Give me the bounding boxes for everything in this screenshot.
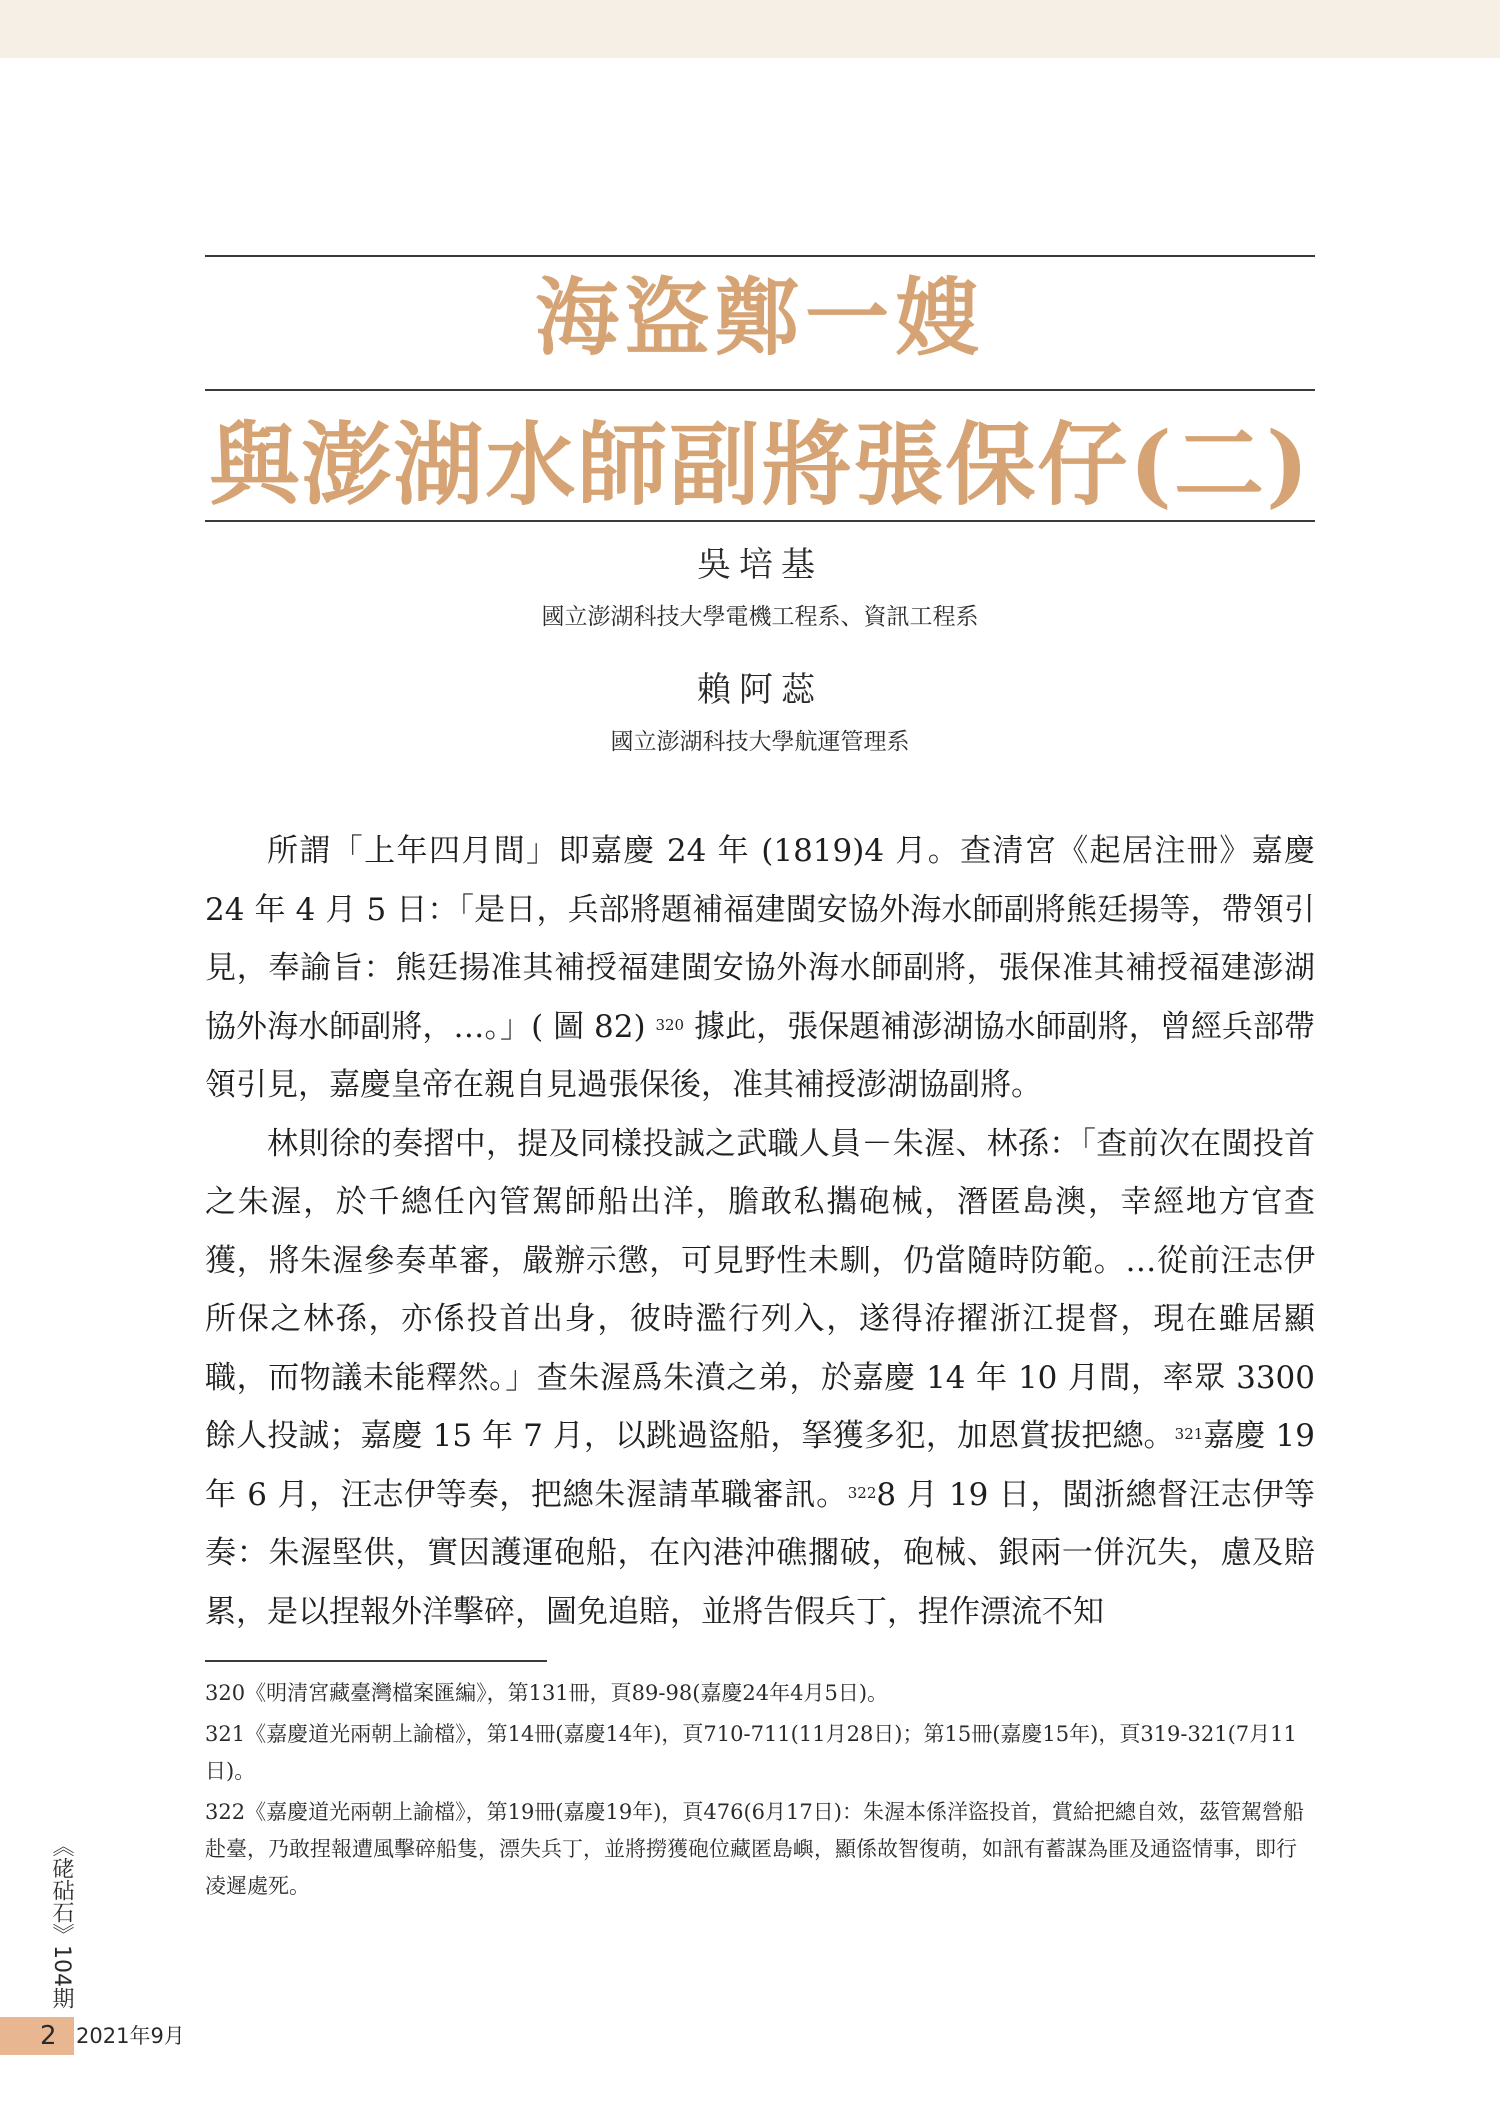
paragraph-2-text-c: 8 月 19 日，閩浙總督汪志伊等奏：朱渥堅供，實因護運砲船，在內港沖礁擱破，砲械、銀兩一併沉失，慮及賠累，是以捏報外洋擊碎，圖免追賠，並將告假兵丁，捏作漂流不知 xyxy=(205,1476,1316,1630)
footnotes xyxy=(205,1675,1315,1909)
author-affiliation-2: 國立澎湖科技大學航運管理系 xyxy=(610,729,910,755)
footnote-322: 322《嘉慶道光兩朝上諭檔》，第19冊(嘉慶19年)，頁476(6月17日)：朱渥本係洋盜投首，賞給把總自效，茲管駕營船赴臺，乃敢捏報遭風擊碎船隻，漂失兵丁，並將撈獲砲位藏匿島嶼，顯係故智復萌，如訊有蓄謀為匪及通盜情事，即行凌遲處死。 xyxy=(205,1800,1304,1898)
paragraph-2-text-a: 林則徐的奏摺中，提及同樣投誠之武職人員－朱渥、林孫：「查前次在閩投首之朱渥，於千總任內管駕師船出洋，膽敢私攜砲械，潛匿島澳，幸經地方官查獲，將朱渥參奏革審，嚴辦示懲，可見野性未馴，仍當隨時防範。…從前汪志伊所保之林孫，亦係投首出身，彼時濫行列入，遂得洊擢浙江提督，現在雖居顯職，而物議未能釋然。」查朱渥爲朱濆之弟，於嘉慶 14 年 10 月間，率眾 3300 餘人投誠；嘉慶 15 年 7 月，以跳過盜船，拏獲多犯，加恩賞拔把總。 xyxy=(205,1125,1315,1454)
footnote-320: 320《明清宮藏臺灣檔案匯編》，第131冊，頁89-98(嘉慶24年4月5日)。 xyxy=(205,1681,889,1705)
author-name-1: 吳培基 xyxy=(697,545,823,585)
footnote-ref-321: 321 xyxy=(1174,1425,1204,1443)
body-paragraph-2 xyxy=(205,1115,1315,1642)
article-title-line-2: 與澎湖水師副將張保仔(二) xyxy=(209,412,1311,518)
footnote-divider xyxy=(205,1660,547,1662)
footnote-321: 321《嘉慶道光兩朝上諭檔》，第14冊(嘉慶14年)，頁710-711(11月28日)；第15冊(嘉慶15年)，頁319-321(7月11日)。 xyxy=(205,1722,1297,1783)
title-rule-bottom xyxy=(205,520,1315,522)
footnote-ref-320: 320 xyxy=(655,1015,685,1034)
paragraph-2-text-b: 嘉慶 19 年 6 月，汪志伊等奏，把總朱渥請革職審訊。 xyxy=(205,1418,1315,1513)
author-name-2: 賴阿蕊 xyxy=(697,670,823,710)
journal-issue-sidebar: 《硓砧石》104期 xyxy=(49,1835,74,2009)
footnote-ref-322: 322 xyxy=(847,1483,877,1502)
paragraph-1-text-b: 據此，張保題補澎湖協水師副將，曾經兵部帶領引見，嘉慶皇帝在親自見過張保後，准其補授澎湖協副將。 xyxy=(205,1008,1315,1103)
title-rule-top xyxy=(205,255,1315,257)
top-band xyxy=(0,0,1500,58)
title-rule-middle xyxy=(205,389,1315,391)
page-number-tab xyxy=(0,2017,74,2055)
article-title-line-1: 海盜鄭一嫂 xyxy=(534,268,985,367)
page-number: 2 xyxy=(40,2021,57,2051)
paragraph-1-text-a: 所謂「上年四月間」即嘉慶 24 年 (1819)4 月。查清宮《起居注冊》嘉慶 24 年 4 月 5 日：「是日，兵部將題補福建閩安協外海水師副將熊廷揚等，帶領引見，奉諭旨：熊廷揚准其補授福建閩安協外海水師副將，張保准其補授福建澎湖協外海水師副將，…。」( 圖 82) xyxy=(205,833,1315,1045)
issue-date: 2021年9月 xyxy=(76,2024,185,2048)
body-paragraph-1 xyxy=(205,822,1315,1115)
article-body xyxy=(205,822,1315,1641)
author-affiliation-1: 國立澎湖科技大學電機工程系、資訊工程系 xyxy=(541,604,979,630)
